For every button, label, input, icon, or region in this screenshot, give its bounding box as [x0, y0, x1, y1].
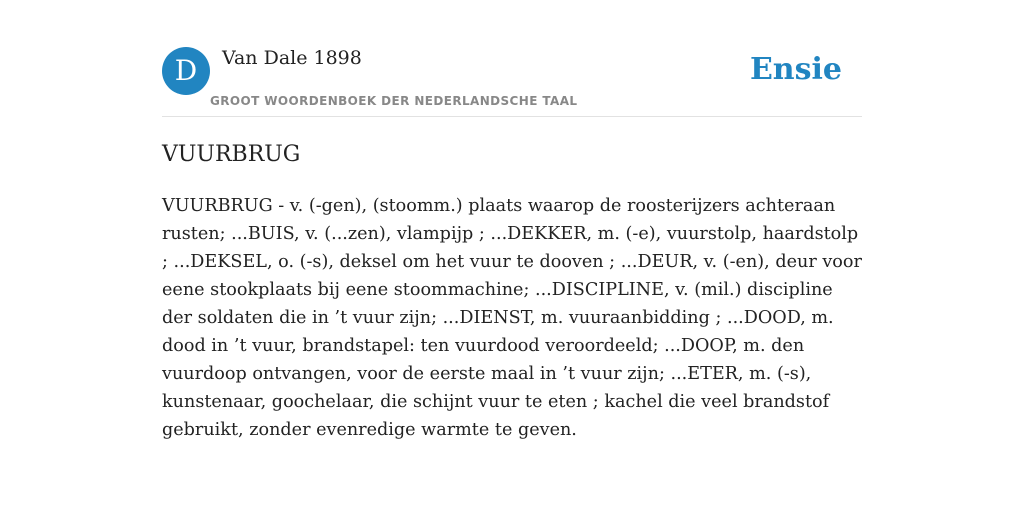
- source-subtitle: GROOT WOORDENBOEK DER NEDERLANDSCHE TAAL: [210, 94, 578, 108]
- source-title[interactable]: Van Dale 1898: [222, 47, 362, 69]
- definition-text: VUURBRUG - v. (-gen), (stoomm.) plaats waarop de roosterijzers achteraan rusten; ...BUIS, v. (...zen), vlampijp ; ...DEKKER, m. (-e), vuurstolp, haardstolp ; ...DEKSEL, o. (-s), deksel om het vuur te dooven ; ...DEUR, v. (-en), deur voor eene stookplaats bij eene stoommachine; ...DISCIPLINE, v. (mil.) discipline der soldaten die in ’t vuur zijn; ...DIENST, m. vuuraanbidding ; ...DOOD, m. dood in ’t vuur, brandstapel: ten vuurdood veroordeeld; ...DOOP, m. den vuurdoop ontvangen, voor de eerste maal in ’t vuur zijn; ...ETER, m. (-s), kunstenaar, goochelaar, die schijnt vuur te eten ; kachel die veel brandstof gebruikt, zonder evenredige warmte te geven.: [162, 196, 862, 440]
- brand-logo[interactable]: Ensie: [749, 52, 842, 87]
- entry-header: [162, 46, 862, 117]
- headword: VUURBRUG: [162, 142, 301, 167]
- source-avatar[interactable]: D: [162, 47, 210, 95]
